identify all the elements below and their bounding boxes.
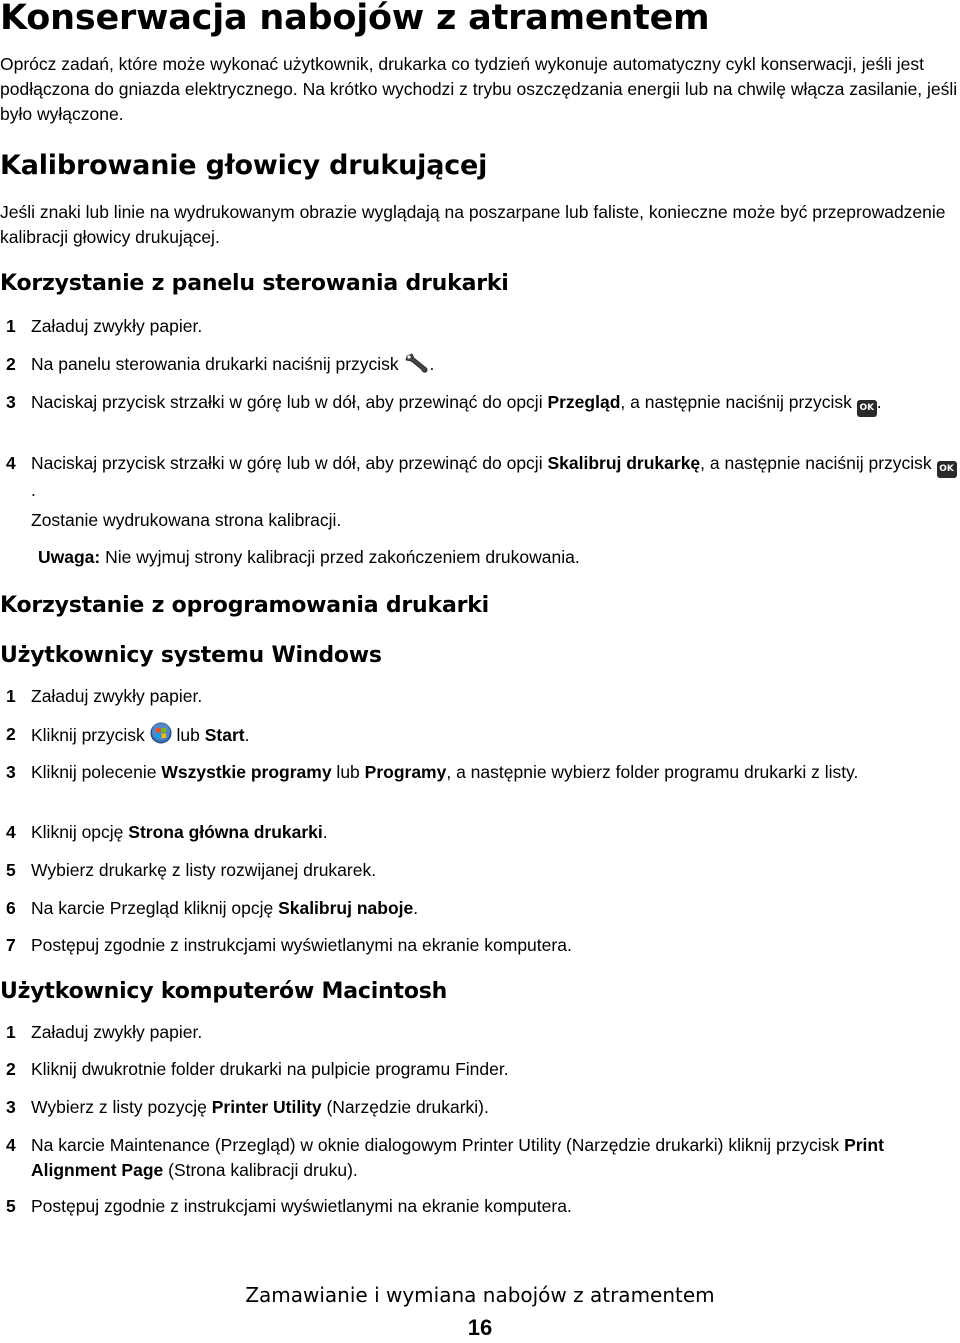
mac-step [0,1133,960,1183]
step-text: Kliknij przycisk lub Start. [31,722,960,751]
step-text: Naciskaj przycisk strzałki w górę lub w dół, aby przewinąć do opcji Skalibruj drukarkę, a następnie naciśnij przycisk OK. [31,451,960,503]
panel-step [0,352,960,380]
step-number: 2 [6,724,16,744]
step-text: Naciskaj przycisk strzałki w górę lub w dół, aby przewinąć do opcji Przegląd, a następnie naciśnij przycisk OK . [31,390,960,417]
mac-step [0,1057,960,1082]
step-number: 2 [6,354,16,374]
step-text: Kliknij dwukrotnie folder drukarki na pulpicie programu Finder. [31,1059,509,1079]
step-number: 5 [6,1196,16,1216]
step-text: Postępuj zgodnie z instrukcjami wyświetlanymi na ekranie komputera. [31,935,572,955]
panel-step [0,451,960,503]
step-text: Wybierz z listy pozycję Printer Utility (Narzędzie drukarki). [31,1097,489,1117]
step-number: 3 [6,762,16,782]
step-text: Kliknij opcję Strona główna drukarki. [31,822,328,842]
step-number: 3 [6,392,16,412]
mac-step [0,1095,960,1120]
windows-step [0,760,960,785]
ok-button-icon: OK [937,461,957,478]
intro-paragraph: Oprócz zadań, które może wykonać użytkownik, drukarka co tydzień wykonuje automatyczny cykl konserwacji, jeśli jest podłączona do gniazda elektrycznego. Na krótko wychodzi z trybu oszczędzania energii lub na chwilę włącza zasilanie, jeśli było wyłączone. [0,54,958,124]
windows-step [0,933,960,958]
windows-start-icon [150,722,172,751]
panel-note [38,545,580,570]
note-text: Nie wyjmuj strony kalibracji przed zakończeniem drukowania. [100,547,580,567]
step-text: Na karcie Maintenance (Przegląd) w oknie dialogowym Printer Utility (Narzędzie drukarki) kliknij przycisk Print Alignment Page (Strona kalibracji druku). [31,1135,884,1180]
mac-step [0,1020,960,1045]
step-number: 4 [6,822,16,842]
step-text: Na panelu sterowania drukarki naciśnij przycisk . [31,352,960,380]
step-text: Kliknij polecenie Wszystkie programy lub Programy, a następnie wybierz folder programu drukarki z listy. [31,762,859,782]
step-number: 5 [6,860,16,880]
windows-step [0,684,960,709]
calibration-heading: Kalibrowanie głowicy drukującej [0,150,488,181]
step-number: 6 [6,898,16,918]
mac-heading: Użytkownicy komputerów Macintosh [0,979,448,1004]
step-number: 1 [6,316,16,336]
windows-step [0,896,960,921]
windows-step [0,722,960,751]
software-heading: Korzystanie z oprogramowania drukarki [0,593,490,618]
step-text: Na karcie Przegląd kliknij opcję Skalibruj naboje. [31,898,419,918]
step-number: 1 [6,686,16,706]
step-text: Wybierz drukarkę z listy rozwijanej drukarek. [31,860,377,880]
panel-step [0,314,960,339]
step-text: Postępuj zgodnie z instrukcjami wyświetlanymi na ekranie komputera. [31,1196,572,1216]
footer-chapter-title: Zamawianie i wymiana nabojów z atramentem [245,1283,715,1307]
note-label: Uwaga: [38,547,101,567]
panel-heading: Korzystanie z panelu sterowania drukarki [0,271,509,296]
step-text: Załaduj zwykły papier. [31,686,203,706]
step-text: Załaduj zwykły papier. [31,316,203,336]
ok-button-icon: OK [857,400,877,417]
step-number: 1 [6,1022,16,1042]
windows-heading: Użytkownicy systemu Windows [0,643,382,668]
step-text: Załaduj zwykły papier. [31,1022,203,1042]
step-number: 7 [6,935,16,955]
panel-result: Zostanie wydrukowana strona kalibracji. [31,510,342,530]
mac-step [0,1194,960,1219]
step-number: 3 [6,1097,16,1117]
page-title: Konserwacja nabojów z atramentem [0,0,710,38]
wrench-icon [404,353,430,380]
panel-step [0,390,960,417]
step-number: 2 [6,1059,16,1079]
step-number: 4 [6,453,16,473]
page-number: 16 [467,1315,493,1340]
windows-step [0,858,960,883]
windows-step [0,820,960,845]
calibration-paragraph: Jeśli znaki lub linie na wydrukowanym obrazie wyglądają na poszarpane lub faliste, konieczne może być przeprowadzenie kalibracji głowicy drukującej. [0,202,946,247]
step-number: 4 [6,1135,16,1155]
